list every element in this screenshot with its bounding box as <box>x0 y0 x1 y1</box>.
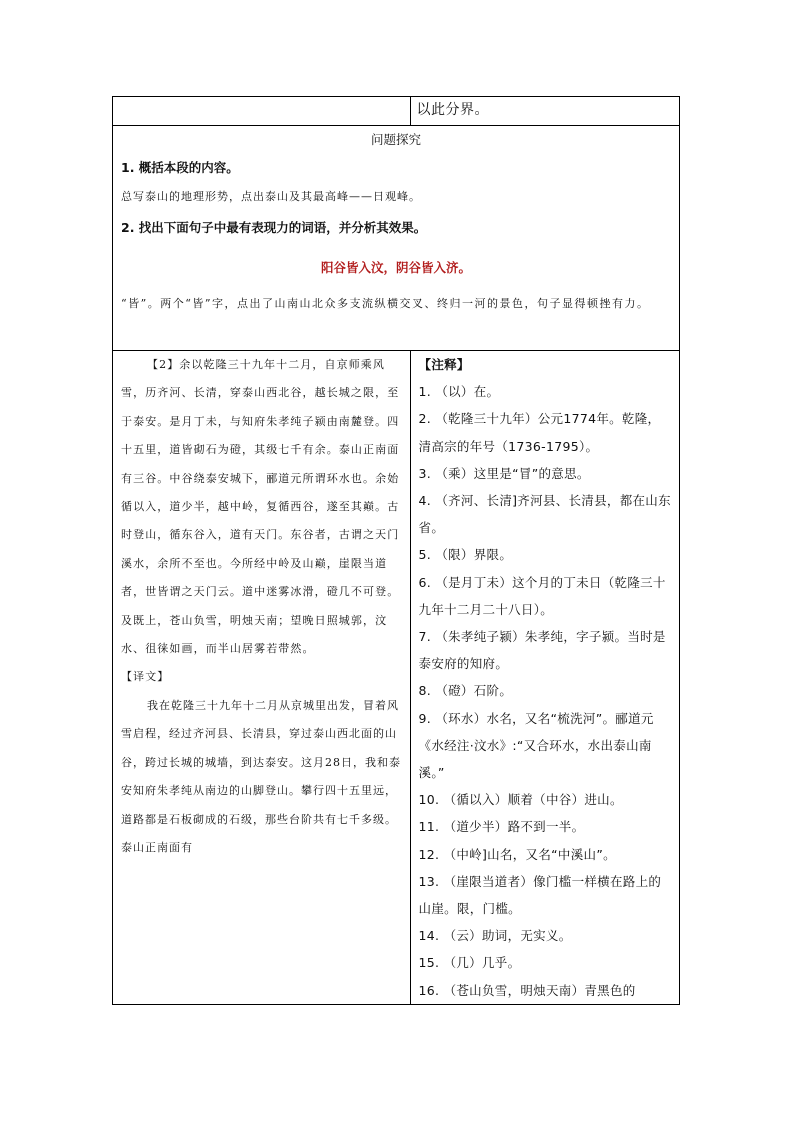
top-row <box>113 97 680 126</box>
original-text-cell <box>113 351 411 1005</box>
question-cell <box>113 126 680 351</box>
note-item: 5. （限）界限。 <box>418 547 513 563</box>
highlighted-quote: 阳谷皆入汶，阴谷皆入济。 <box>320 260 471 275</box>
note-item: 7. （朱孝纯子颍）朱孝纯，字子颍。当时是泰安府的知府。 <box>418 629 666 672</box>
note-item: 9. （环水）水名，又名“梳洗河”。郦道元《水经注·汶水》:“又合环水，水出泰山南溪。” <box>418 710 654 781</box>
note-item: 8. （磴）石阶。 <box>418 683 513 699</box>
note-item: 2. （乾隆三十九年）公元1774年。乾隆，清高宗的年号（1736-1795）。 <box>418 411 661 454</box>
note-item: 15. （几）几乎。 <box>418 955 521 971</box>
note-item: 1. （以）在。 <box>418 384 500 400</box>
notes-heading: 【注释】 <box>418 357 470 372</box>
notes-cell <box>410 351 679 1005</box>
note-item: 13. （崖限当道者）像门槛一样横在路上的山崖。限，门槛。 <box>418 873 662 917</box>
question-row <box>113 126 680 351</box>
answer-2: “皆”。两个“皆”字，点出了山南山北众多支流纵横交叉、终归一河的景色，句子显得顿挫有力。 <box>121 297 650 310</box>
note-item: 11. （道少半）路不到一半。 <box>418 819 585 835</box>
note-item: 14. （云）助词，无实义。 <box>418 928 572 944</box>
note-item: 16. （苍山负雪，明烛天南）青黑色的 <box>418 982 636 998</box>
top-right-cell: 以此分界。 <box>410 97 679 126</box>
text-row <box>113 351 680 1005</box>
question-2: 2. 找出下面句子中最有表现力的词语，并分析其效果。 <box>121 220 427 235</box>
answer-1: 总写泰山的地理形势，点出泰山及其最高峰——日观峰。 <box>121 190 421 203</box>
note-item: 12. （中岭]山名，又名“中溪山”。 <box>418 846 616 862</box>
note-item: 4. （齐河、长清]齐河县、长清县，都在山东省。 <box>418 493 671 536</box>
translation-passage: 我在乾隆三十九年十二月从京城里出发，冒着风雪启程，经过齐河县、长清县，穿过泰山西北面的山谷，跨过长城的城墙，到达泰安。这月28日，我和泰安知府朱孝纯从南边的山脚登山。攀行四十五里远，道路都是石板砌成的石级，那些台阶共有七千多级。泰山正南面有 <box>121 698 401 854</box>
content-table <box>112 96 680 1005</box>
translation-heading: 【译文】 <box>121 670 170 684</box>
note-item: 10. （循以入）顺着（中谷）进山。 <box>418 792 623 808</box>
note-item: 6. （是月丁未）这个月的丁未日（乾隆三十九年十二月二十八日）。 <box>418 574 666 617</box>
top-left-cell <box>113 97 411 126</box>
note-item: 3. （乘）这里是“冒”的意思。 <box>418 465 590 481</box>
original-passage: 【2】余以乾隆三十九年十二月，自京师乘风雪，历齐河、长清，穿泰山西北谷，越长城之限，至于泰安。是月丁未，与知府朱孝纯子颍由南麓登。四十五里，道皆砌石为磴，其级七千有余。泰山正南面有三谷。中谷绕泰安城下，郦道元所谓环水也。余始循以入，道少半，越中岭，复循西谷，遂至其巅。古时登山，循东谷入，道有天门。东谷者，古谓之天门溪水，余所不至也。今所经中岭及山巅，崖限当道者，世皆谓之天门云。道中迷雾冰滑，磴几不可登。及既上，苍山负雪，明烛天南；望晚日照城郭，汶水、徂徕如画，而半山居雾若带然。 <box>121 358 400 656</box>
question-heading: 问题探究 <box>370 132 421 147</box>
question-1: 1. 概括本段的内容。 <box>121 160 239 175</box>
document-sheet <box>112 96 680 1005</box>
